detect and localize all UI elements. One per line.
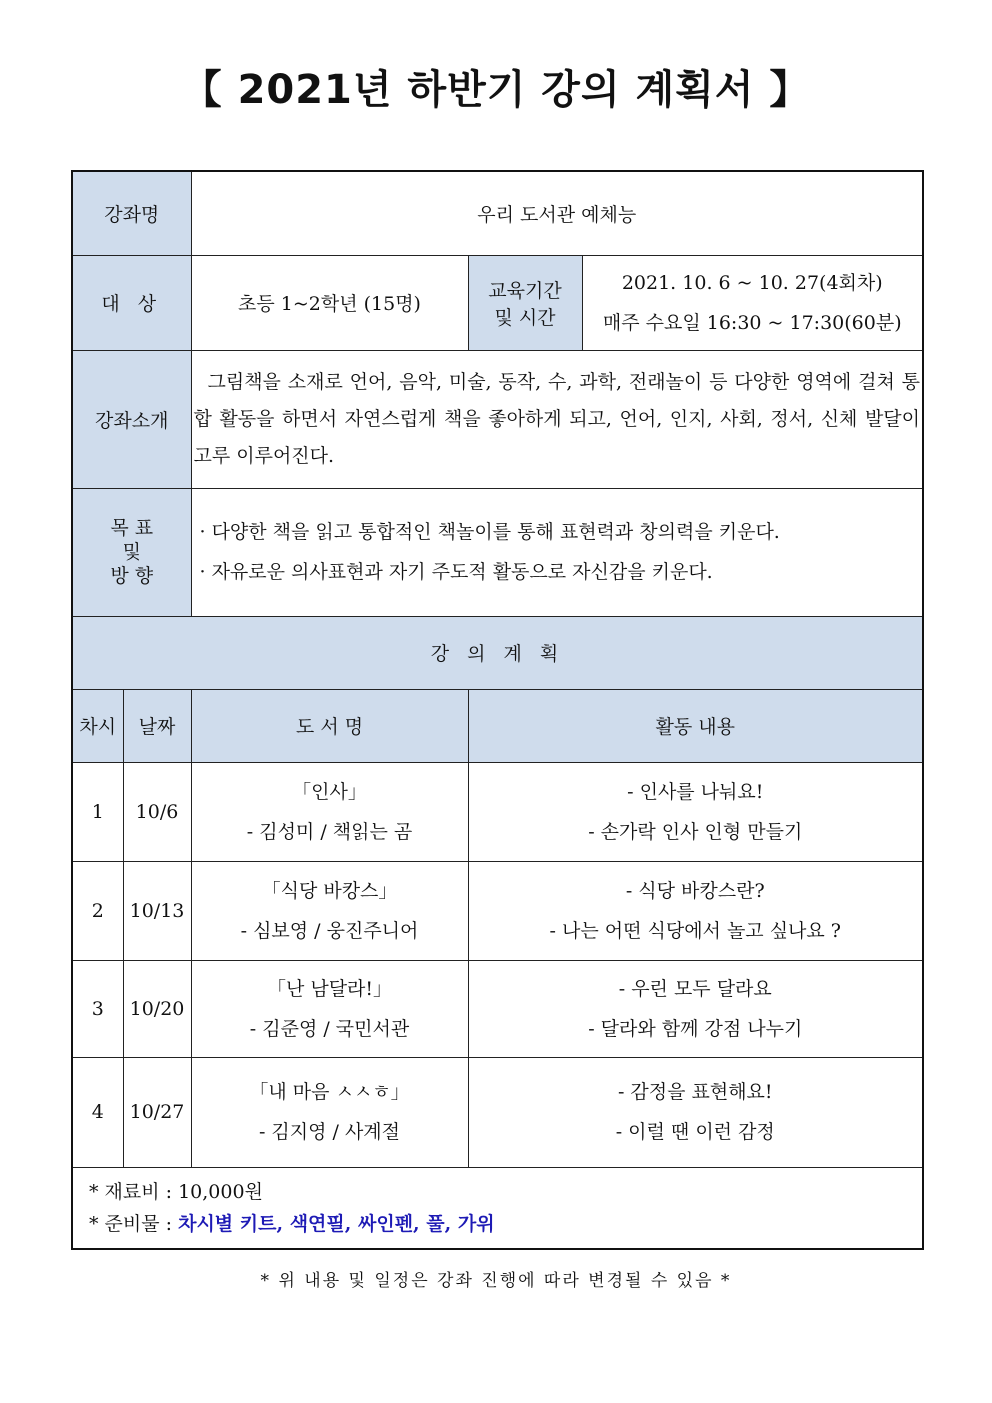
period-dates: 2021. 10. 6 ~ 10. 27(4회차) <box>621 271 883 294</box>
book-cell <box>191 960 468 1057</box>
activity-cell <box>468 1057 923 1167</box>
course-name-row <box>72 171 923 255</box>
period-label <box>468 255 582 350</box>
header-date: 날짜 <box>123 689 191 762</box>
period-label-line1: 교육기간 <box>488 279 562 302</box>
supplies-label: * 준비물 : <box>89 1212 179 1235</box>
book-cell <box>191 1057 468 1167</box>
table-row <box>72 1057 923 1167</box>
activity-item: - 감정을 표현해요! <box>617 1081 773 1103</box>
period-time: 매주 수요일 16:30 ~ 17:30(60분) <box>602 311 902 334</box>
session-date: 10/27 <box>123 1057 191 1167</box>
table-row <box>72 762 923 861</box>
header-book: 도 서 명 <box>191 689 468 762</box>
activity-cell <box>468 861 923 960</box>
plan-section-title: 강 의 계 획 <box>72 616 923 689</box>
goal-label <box>72 488 191 616</box>
activity-item: - 달라와 함께 강점 나누기 <box>588 1017 803 1040</box>
session-date: 10/6 <box>123 762 191 861</box>
goal-list <box>191 488 923 616</box>
session-no: 4 <box>72 1057 123 1167</box>
activity-item: - 식당 바캉스란? <box>625 879 765 902</box>
header-session: 차시 <box>72 689 123 762</box>
goal-item: · 자유로운 의사표현과 자기 주도적 활동으로 자신감을 키운다. <box>199 561 713 583</box>
course-name-label: 강좌명 <box>72 171 191 255</box>
header-activity: 활동 내용 <box>468 689 923 762</box>
table-row <box>72 861 923 960</box>
goal-label-line1: 목 표 <box>110 517 154 539</box>
book-author: - 심보영 / 웅진주니어 <box>240 919 419 942</box>
book-title: 「난 남달라!」 <box>266 977 393 1000</box>
table-row <box>72 960 923 1057</box>
book-title: 「내 마음 ㅅㅅㅎ」 <box>249 1081 410 1103</box>
intro-text: 그림책을 소재로 언어, 음악, 미술, 동작, 수, 과학, 전래놀이 등 다양한 영역에 걸쳐 통합 활동을 하면서 자연스럽게 책을 좋아하게 되고, 언어, 인지, 사회, 정서, 신체 발달이 고루 이루어진다. <box>191 350 923 488</box>
target-row <box>72 255 923 350</box>
activity-item: - 나는 어떤 식당에서 놀고 싶나요 ? <box>549 919 841 942</box>
material-fee: * 재료비 : 10,000원 <box>89 1180 263 1203</box>
intro-row <box>72 350 923 488</box>
book-cell <box>191 861 468 960</box>
plan-section-row <box>72 616 923 689</box>
schedule-notice: * 위 내용 및 일정은 강좌 진행에 따라 변경될 수 있음 * <box>260 1271 732 1291</box>
target-value: 초등 1~2학년 (15명) <box>191 255 468 350</box>
period-value <box>582 255 923 350</box>
goal-label-line3: 방 향 <box>110 565 154 587</box>
intro-label: 강좌소개 <box>72 350 191 488</box>
goal-item: · 다양한 책을 읽고 통합적인 책놀이를 통해 표현력과 창의력을 키운다. <box>199 521 780 543</box>
target-label: 대 상 <box>72 255 191 350</box>
session-no: 1 <box>72 762 123 861</box>
session-no: 3 <box>72 960 123 1057</box>
activity-item: - 이럴 땐 이런 감정 <box>615 1121 775 1143</box>
session-date: 10/13 <box>123 861 191 960</box>
activity-item: - 우린 모두 달라요 <box>618 977 772 1000</box>
book-title: 「식당 바캉스」 <box>261 879 398 902</box>
period-label-line2: 및 시간 <box>494 306 556 329</box>
lecture-plan-table <box>71 170 924 1250</box>
course-name: 우리 도서관 예체능 <box>191 171 923 255</box>
page-title: 【 2021년 하반기 강의 계획서 】 <box>181 67 811 113</box>
footer-row <box>72 1167 923 1249</box>
book-author: - 김지영 / 사계절 <box>258 1121 401 1143</box>
book-author: - 김성미 / 책읽는 곰 <box>246 820 413 843</box>
supplies-list: 차시별 키트, 색연필, 싸인펜, 풀, 가위 <box>178 1212 495 1235</box>
book-cell <box>191 762 468 861</box>
activity-cell <box>468 960 923 1057</box>
session-no: 2 <box>72 861 123 960</box>
activity-item: - 손가락 인사 인형 만들기 <box>588 820 803 843</box>
book-title: 「인사」 <box>292 780 367 803</box>
activity-item: - 인사를 나눠요! <box>627 780 764 803</box>
footer-info <box>72 1167 923 1249</box>
activity-cell <box>468 762 923 861</box>
session-date: 10/20 <box>123 960 191 1057</box>
supplies-line <box>89 1208 906 1240</box>
goal-row <box>72 488 923 616</box>
plan-header-row <box>72 689 923 762</box>
goal-label-line2: 및 <box>122 541 141 563</box>
book-author: - 김준영 / 국민서관 <box>249 1017 410 1040</box>
